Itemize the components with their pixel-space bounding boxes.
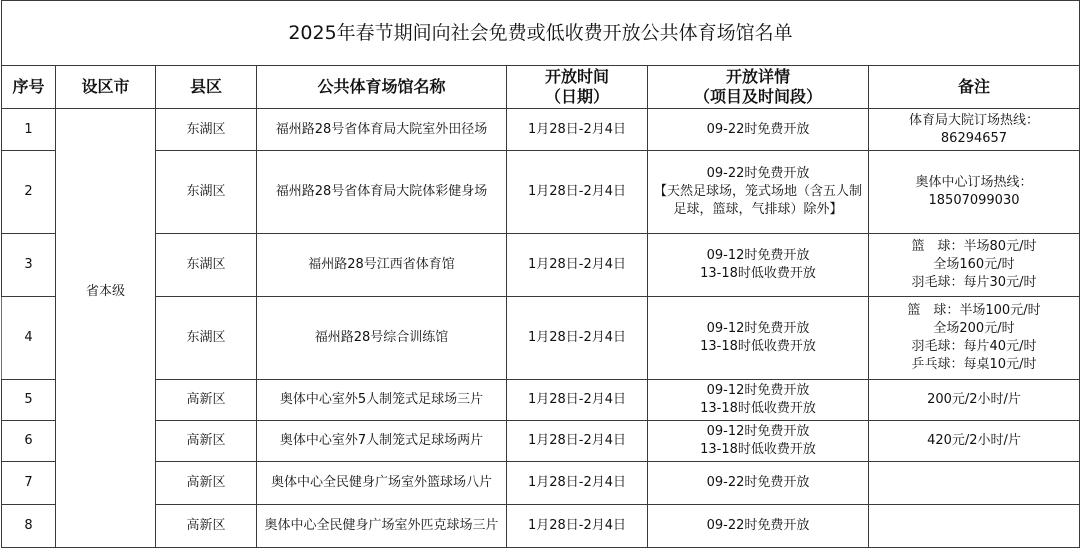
row-no: 4	[2, 297, 56, 380]
header-venue: 公共体育场馆名称	[257, 66, 507, 109]
header-no: 序号	[2, 66, 56, 109]
city-cell: 省本级	[56, 109, 156, 548]
row-date: 1月28日-2月4日	[507, 297, 648, 380]
row-venue: 奥体中心全民健身广场室外篮球场八片	[257, 462, 507, 505]
header-city: 设区市	[56, 66, 156, 109]
remark-line: 200元/2小时/片	[927, 392, 1021, 407]
row-remark	[869, 297, 1080, 380]
row-remark	[869, 380, 1080, 421]
row-no: 8	[2, 505, 56, 548]
header-detail	[648, 66, 869, 109]
remark-line: 乒乓球：每桌10元/时	[911, 357, 1037, 372]
table-row	[2, 421, 1080, 462]
table-row	[2, 151, 1080, 234]
remark-line: 奥体中心订场热线：	[915, 175, 1033, 190]
venue-table	[1, 0, 1080, 548]
row-remark	[869, 462, 1080, 505]
remark-line: 全场160元/时	[933, 257, 1015, 272]
row-remark	[869, 505, 1080, 548]
row-remark	[869, 151, 1080, 234]
row-county: 东湖区	[156, 234, 257, 297]
row-no: 7	[2, 462, 56, 505]
row-date: 1月28日-2月4日	[507, 151, 648, 234]
table-row	[2, 462, 1080, 505]
row-no: 6	[2, 421, 56, 462]
row-detail	[648, 380, 869, 421]
row-no: 2	[2, 151, 56, 234]
remark-line: 篮 球：半场80元/时	[911, 239, 1037, 254]
detail-line: 【天然足球场，笼式场地（含五人制足球，篮球，气排球）除外】	[653, 184, 862, 217]
remark-line: 羽毛球：每片40元/时	[911, 339, 1037, 354]
remark-line: 420元/2小时/片	[927, 433, 1021, 448]
row-venue: 福州路28号省体育局大院体彩健身场	[257, 151, 507, 234]
row-date: 1月28日-2月4日	[507, 380, 648, 421]
detail-line: 09-22时免费开放	[706, 518, 810, 533]
header-remark: 备注	[869, 66, 1080, 109]
row-date: 1月28日-2月4日	[507, 462, 648, 505]
table-row	[2, 234, 1080, 297]
row-date: 1月28日-2月4日	[507, 234, 648, 297]
detail-line: 09-12时免费开放	[706, 383, 810, 398]
row-date: 1月28日-2月4日	[507, 421, 648, 462]
row-no: 3	[2, 234, 56, 297]
header-detail-line1: 开放详情	[725, 67, 790, 86]
row-venue: 奥体中心室外5人制笼式足球场三片	[257, 380, 507, 421]
row-venue: 奥体中心室外7人制笼式足球场两片	[257, 421, 507, 462]
table-row	[2, 109, 1080, 151]
detail-line: 09-12时免费开放	[706, 424, 810, 439]
detail-line: 13-18时低收费开放	[700, 266, 816, 281]
row-county: 东湖区	[156, 109, 257, 151]
row-county: 东湖区	[156, 297, 257, 380]
table-row	[2, 297, 1080, 380]
row-venue: 福州路28号综合训练馆	[257, 297, 507, 380]
row-detail	[648, 151, 869, 234]
row-detail	[648, 421, 869, 462]
header-county: 县区	[156, 66, 257, 109]
detail-line: 09-22时免费开放	[706, 121, 810, 137]
header-time	[507, 66, 648, 109]
row-county: 高新区	[156, 421, 257, 462]
page-title: 2025年春节期间向社会免费或低收费开放公共体育场馆名单	[2, 1, 1080, 66]
row-detail	[648, 505, 869, 548]
row-county: 高新区	[156, 380, 257, 421]
header-time-line1: 开放时间	[544, 67, 609, 86]
detail-line: 09-22时免费开放	[706, 475, 810, 490]
detail-line: 13-18时低收费开放	[700, 401, 816, 416]
row-county: 高新区	[156, 462, 257, 505]
table-row	[2, 380, 1080, 421]
row-date: 1月28日-2月4日	[507, 109, 648, 151]
table-row	[2, 505, 1080, 548]
remark-line: 羽毛球：每片30元/时	[911, 275, 1037, 290]
row-venue: 福州路28号省体育局大院室外田径场	[257, 109, 507, 151]
row-county: 东湖区	[156, 151, 257, 234]
row-date: 1月28日-2月4日	[507, 505, 648, 548]
remark-line: 86294657	[940, 130, 1008, 146]
header-time-line2: （日期）	[544, 87, 609, 106]
row-county: 高新区	[156, 505, 257, 548]
row-detail	[648, 109, 869, 151]
remark-line: 篮 球：半场100元/时	[907, 303, 1041, 318]
row-venue: 奥体中心全民健身广场室外匹克球场三片	[257, 505, 507, 548]
header-row	[2, 66, 1080, 109]
header-detail-line2: （项目及时间段）	[693, 87, 822, 106]
row-remark	[869, 234, 1080, 297]
remark-line: 全场200元/时	[933, 321, 1015, 336]
row-no: 1	[2, 109, 56, 151]
remark-line: 体育局大院订场热线：	[908, 112, 1039, 128]
remark-line: 18507099030	[928, 193, 1020, 208]
row-no: 5	[2, 380, 56, 421]
row-detail	[648, 234, 869, 297]
row-venue: 福州路28号江西省体育馆	[257, 234, 507, 297]
detail-line: 09-12时免费开放	[706, 248, 810, 263]
row-remark	[869, 421, 1080, 462]
detail-line: 09-12时免费开放	[706, 321, 810, 336]
detail-line: 09-22时免费开放	[706, 166, 810, 181]
detail-line: 13-18时低收费开放	[700, 442, 816, 457]
detail-line: 13-18时低收费开放	[700, 339, 816, 354]
row-detail	[648, 297, 869, 380]
row-remark	[869, 109, 1080, 151]
row-detail	[648, 462, 869, 505]
